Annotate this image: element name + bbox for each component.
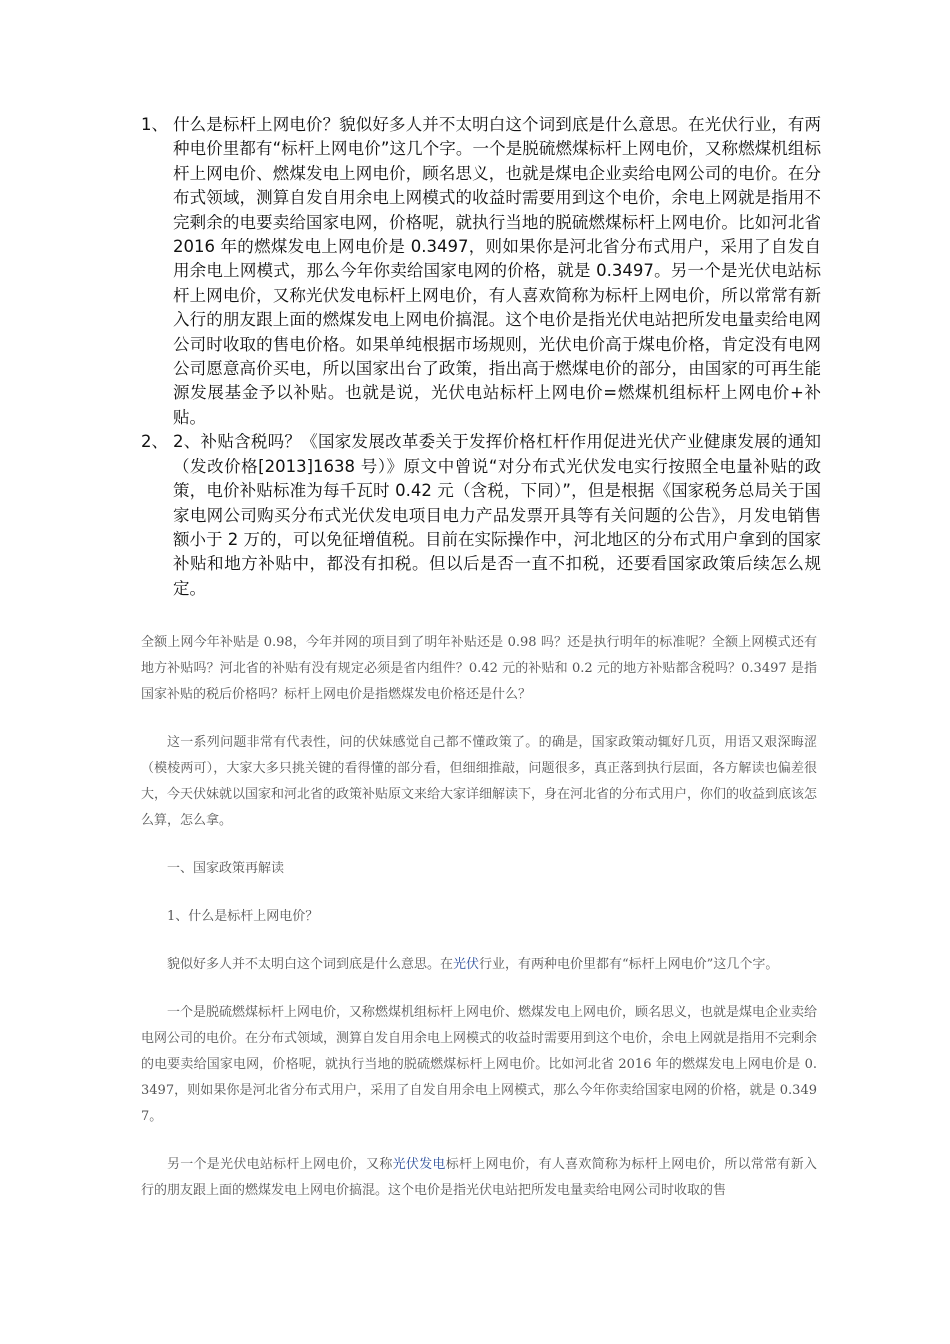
text-segment: 标杆上网电价，有人喜欢简称为标杆上网电价，所以常常有新入行的朋友跟上面的燃煤发电上网电价搞混。这个电价是指光伏电站把所发电量卖给电网公司时收取的售 (141, 1157, 817, 1198)
paragraph-pv-price (141, 1152, 817, 1204)
text-segment: 行业，有两种电价里都有“标杆上网电价”这几个字。 (479, 957, 779, 972)
question-paragraph: 全额上网今年补贴是 0.98，今年并网的项目到了明年补贴还是 0.98 吗？还是执行明年的标准呢？全额上网模式还有地方补贴吗？河北省的补贴有没有规定必须是省内组件？0.42 元的补贴和 0.2 元的地方补贴都含税吗？0.3497 是指国家补贴的税后价格吗？标杆上网电价是指燃煤发电价格还是什么？ (141, 635, 817, 702)
article-body (141, 630, 817, 1204)
link-guangfu-fadian[interactable]: 光伏发电 (392, 1157, 446, 1172)
link-guangfu[interactable]: 光伏 (453, 957, 480, 972)
sub-heading: 1、什么是标杆上网电价？ (167, 909, 319, 924)
list-item-text: 2、补贴含税吗？《国家发展改革委关于发挥价格杠杆作用促进光伏产业健康发展的通知（发改价格[2013]1638 号）》原文中曾说“对分布式光伏发电实行按照全电量补贴的政策，电价补贴标准为每千瓦时 0.42 元（含税，下同）”，但是根据《国家税务总局关于国家电网公司购买分布式光伏发电项目电力产品发票开具等有关问题的公告》，月发电销售额小于 2 万的，可以免征增值税。目前在实际操作中，河北地区的分布式用户拿到的国家补贴和地方补贴中，都没有扣税。但以后是否一直不扣税，还要看国家政策后续怎么规定。 (173, 432, 821, 598)
text-segment: 貌似好多人并不太明白这个词到底是什么意思。在 (167, 957, 454, 972)
text-segment: 另一个是光伏电站标杆上网电价，又称 (167, 1157, 393, 1172)
list-item (141, 430, 821, 601)
list-number: 1、 (141, 115, 168, 134)
list-item (141, 113, 821, 430)
paragraph-definition (141, 952, 817, 978)
list-item-text: 什么是标杆上网电价？貌似好多人并不太明白这个词到底是什么意思。在光伏行业，有两种电价里都有“标杆上网电价”这几个字。一个是脱硫燃煤标杆上网电价，又称燃煤机组标杆上网电价、燃煤发电上网电价，顾名思义，也就是煤电企业卖给电网公司的电价。在分布式领域，测算自发自用余电上网模式的收益时需要用到这个电价，余电上网就是指用不完剩余的电要卖给国家电网，价格呢，就执行当地的脱硫燃煤标杆上网电价。比如河北省 2016 年的燃煤发电上网电价是 0.3497，则如果你是河北省分布式用户，采用了自发自用余电上网模式，那么今年你卖给国家电网的价格，就是 0.3497。另一个是光伏电站标杆上网电价，又称光伏发电标杆上网电价，有人喜欢简称为标杆上网电价，所以常常有新入行的朋友跟上面的燃煤发电上网电价搞混。这个电价是指光伏电站把所发电量卖给电网公司时收取的售电价格。如果单纯根据市场规则，光伏电价高于煤电价格，肯定没有电网公司愿意高价买电，所以国家出台了政策，指出高于燃煤电价的部分，由国家的可再生能源发展基金予以补贴。也就是说，光伏电站标杆上网电价=燃煤机组标杆上网电价+补贴。 (173, 115, 821, 427)
numbered-list (141, 113, 821, 601)
section-heading: 一、国家政策再解读 (167, 861, 285, 876)
intro-paragraph: 这一系列问题非常有代表性，问的伏妹感觉自己都不懂政策了。的确是，国家政策动辄好几页，用语又艰深晦涩（模棱两可），大家大多只挑关键的看得懂的部分看，但细细推敲，问题很多，真正落到执行层面，各方解读也偏差很大，今天伏妹就以国家和河北省的政策补贴原文来给大家详细解读下，身在河北省的分布式用户，你们的收益到底该怎么算，怎么拿。 (141, 735, 818, 828)
list-number: 2、 (141, 432, 168, 452)
paragraph-coal-price: 一个是脱硫燃煤标杆上网电价，又称燃煤机组标杆上网电价、燃煤发电上网电价，顾名思义，也就是煤电企业卖给电网公司的电价。在分布式领域，测算自发自用余电上网模式的收益时需要用到这个电价，余电上网就是指用不完剩余的电要卖给国家电网，价格呢，就执行当地的脱硫燃煤标杆上网电价。比如河北省 2016 年的燃煤发电上网电价是 0.3497，则如果你是河北省分布式用户，采用了自发自用余电上网模式，那么今年你卖给国家电网的价格，就是 0.3497。 (141, 1005, 818, 1124)
